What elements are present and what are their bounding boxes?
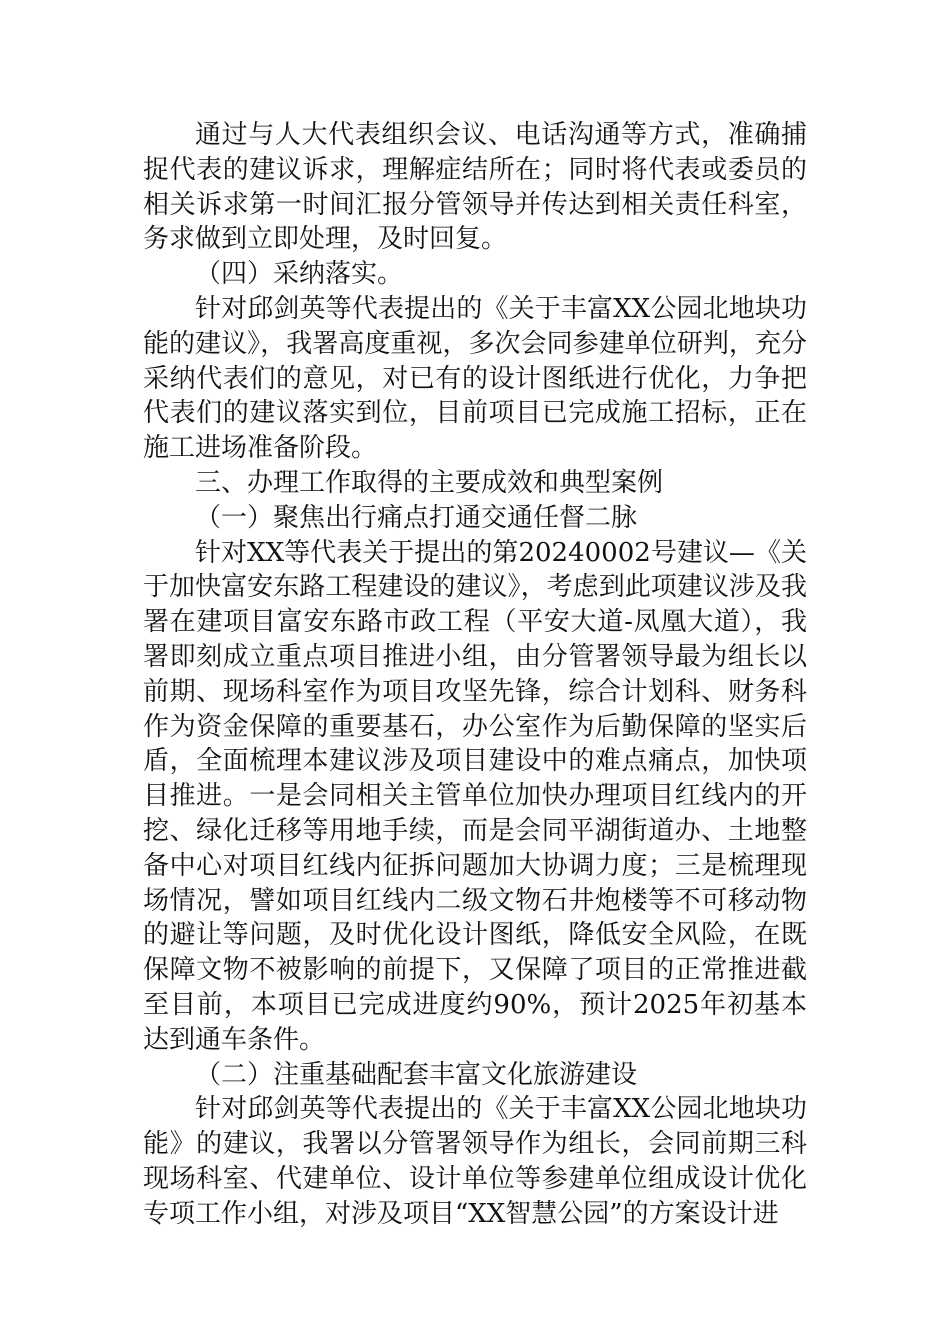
paragraph-culture-case: 针对邱剑英等代表提出的《关于丰富XX公园北地块功能》的建议，我署以分管署领导作为组长，会同前期三科现场科室、代建单位、设计单位等参建单位组成设计优化专项工作小组，对涉及项目“XX智慧公园”的方案设计进: [143, 1094, 807, 1229]
document-body: [143, 118, 807, 1232]
paragraph-continuation: 通过与人大代表组织会议、电话沟通等方式，准确捕捉代表的建议诉求，理解症结所在；同时将代表或委员的相关诉求第一时间汇报分管领导并传达到相关责任科室，务求做到立即处理，及时回复。: [143, 120, 807, 255]
subsection-heading-culture: （二）注重基础配套丰富文化旅游建设: [195, 1059, 638, 1090]
paragraph-traffic-case: 针对XX等代表关于提出的第20240002号建议—《关于加快富安东路工程建设的建议》，考虑到此项建议涉及我署在建项目富安东路市政工程（平安大道-凤凰大道），我署即刻成立重点项目推进小组，由分管署领导最为组长以前期、现场科室作为项目攻坚先锋，综合计划科、财务科作为资金保障的重要基石，办公室作为后勤保障的坚实后盾，全面梳理本建议涉及项目建设中的难点痛点，加快项目推进。一是会同相关主管单位加快办理项目红线内的开挖、绿化迁移等用地手续，而是会同平湖街道办、土地整备中心对项目红线内征拆问题加大协调力度；三是梳理现场情况，譬如项目红线内二级文物石井炮楼等不可移动物的避让等问题，及时优化设计图纸，降低安全风险，在既保障文物不被影响的前提下，又保障了项目的正常推进截至目前，本项目已完成进度约90%，预计2025年初基本达到通车条件。: [143, 537, 807, 1055]
section-heading-adoption: （四）采纳落实。: [195, 259, 404, 290]
paragraph-adoption-case: 针对邱剑英等代表提出的《关于丰富XX公园北地块功能的建议》，我署高度重视，多次会同参建单位研判，充分采纳代表们的意见，对已有的设计图纸进行优化，力争把代表们的建议落实到位，目前项目已完成施工招标，正在施工进场准备阶段。: [143, 293, 807, 464]
subsection-heading-traffic: （一）聚焦出行痛点打通交通任督二脉: [195, 502, 638, 533]
section-heading-results: 三、办理工作取得的主要成效和典型案例: [195, 467, 664, 498]
